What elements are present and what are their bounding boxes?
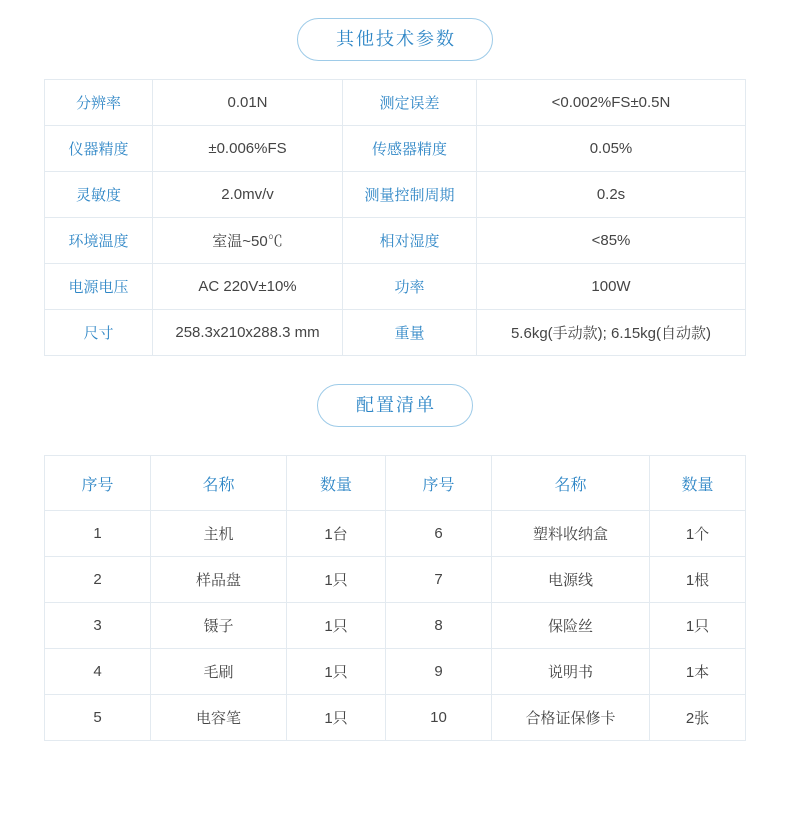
- spec-table-wrap: [0, 79, 790, 356]
- config-cell-name: 合格证保修卡: [492, 695, 650, 741]
- config-cell-qty: 1只: [287, 649, 386, 695]
- spec-value: 2.0mv/v: [153, 172, 343, 218]
- table-header-row: [45, 456, 746, 511]
- config-header-cell: 序号: [45, 456, 151, 511]
- spec-label: 电源电压: [45, 264, 153, 310]
- table-row: [45, 557, 746, 603]
- config-section-title: 配置清单: [317, 384, 473, 427]
- spec-value: 100W: [477, 264, 746, 310]
- config-cell-no: 4: [45, 649, 151, 695]
- spec-value: 258.3x210x288.3 mm: [153, 310, 343, 356]
- config-cell-name: 塑料收纳盒: [492, 511, 650, 557]
- config-cell-name: 保险丝: [492, 603, 650, 649]
- spec-label: 相对湿度: [343, 218, 477, 264]
- config-cell-name: 样品盘: [151, 557, 287, 603]
- config-cell-name: 电源线: [492, 557, 650, 603]
- table-row: [45, 649, 746, 695]
- spacer-2: [0, 356, 790, 384]
- top-spacer: [0, 0, 790, 18]
- spacer-1: [0, 61, 790, 79]
- spec-section-header: [0, 18, 790, 61]
- spec-value: 室温~50℃: [153, 218, 343, 264]
- config-cell-qty: 1台: [287, 511, 386, 557]
- spec-value: <85%: [477, 218, 746, 264]
- spec-value: 0.01N: [153, 80, 343, 126]
- config-cell-no: 9: [386, 649, 492, 695]
- spacer-3: [0, 427, 790, 455]
- spec-section-title: 其他技术参数: [297, 18, 493, 61]
- table-row: [45, 511, 746, 557]
- config-header-cell: 名称: [492, 456, 650, 511]
- config-cell-qty: 1只: [287, 695, 386, 741]
- spec-value: ±0.006%FS: [153, 126, 343, 172]
- config-cell-no: 7: [386, 557, 492, 603]
- spec-label: 传感器精度: [343, 126, 477, 172]
- spec-label: 测定误差: [343, 80, 477, 126]
- table-row: [45, 80, 746, 126]
- spec-label: 尺寸: [45, 310, 153, 356]
- table-row: [45, 310, 746, 356]
- config-section-header: [0, 384, 790, 427]
- spec-label: 灵敏度: [45, 172, 153, 218]
- config-cell-qty: 1个: [650, 511, 746, 557]
- table-row: [45, 126, 746, 172]
- config-header-cell: 数量: [650, 456, 746, 511]
- config-cell-name: 主机: [151, 511, 287, 557]
- spec-value: 0.2s: [477, 172, 746, 218]
- config-cell-name: 镊子: [151, 603, 287, 649]
- spec-value: <0.002%FS±0.5N: [477, 80, 746, 126]
- spec-label: 测量控制周期: [343, 172, 477, 218]
- spec-table: [44, 79, 746, 356]
- config-cell-name: 毛刷: [151, 649, 287, 695]
- config-cell-qty: 1根: [650, 557, 746, 603]
- config-cell-qty: 2张: [650, 695, 746, 741]
- config-header-cell: 名称: [151, 456, 287, 511]
- config-table: [44, 455, 746, 741]
- table-row: [45, 172, 746, 218]
- spec-value: AC 220V±10%: [153, 264, 343, 310]
- table-row: [45, 264, 746, 310]
- spec-label: 分辨率: [45, 80, 153, 126]
- config-cell-no: 5: [45, 695, 151, 741]
- config-cell-qty: 1只: [287, 557, 386, 603]
- config-cell-no: 3: [45, 603, 151, 649]
- config-cell-no: 10: [386, 695, 492, 741]
- spec-value: 5.6kg(手动款); 6.15kg(自动款): [477, 310, 746, 356]
- config-cell-name: 说明书: [492, 649, 650, 695]
- config-header-cell: 数量: [287, 456, 386, 511]
- table-row: [45, 603, 746, 649]
- config-cell-qty: 1只: [650, 603, 746, 649]
- config-cell-name: 电容笔: [151, 695, 287, 741]
- table-row: [45, 218, 746, 264]
- config-header-cell: 序号: [386, 456, 492, 511]
- config-table-wrap: [0, 455, 790, 741]
- spec-label: 功率: [343, 264, 477, 310]
- config-cell-no: 2: [45, 557, 151, 603]
- spec-value: 0.05%: [477, 126, 746, 172]
- config-cell-no: 8: [386, 603, 492, 649]
- spec-label: 环境温度: [45, 218, 153, 264]
- spec-label: 仪器精度: [45, 126, 153, 172]
- config-cell-qty: 1只: [287, 603, 386, 649]
- spec-label: 重量: [343, 310, 477, 356]
- config-cell-no: 6: [386, 511, 492, 557]
- config-cell-no: 1: [45, 511, 151, 557]
- config-cell-qty: 1本: [650, 649, 746, 695]
- table-row: [45, 695, 746, 741]
